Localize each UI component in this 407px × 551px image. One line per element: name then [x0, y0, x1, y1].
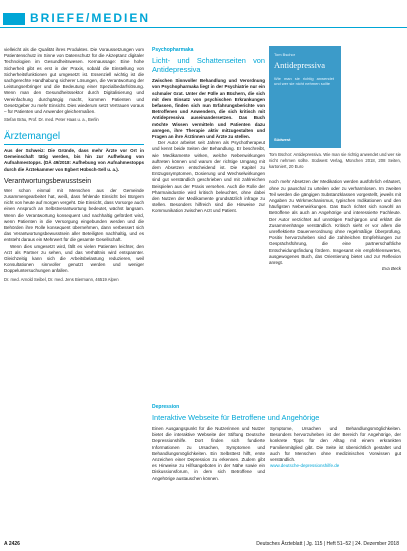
aerztemangel-lead: Aus der Schweiz: Die Gründe, dass mehr Ärzte vor Ort in Gemeinschaft tätig werden, bis hin zur Aufhebung von Aufnahmestopps. (DÄ 49/2018: Aufhebung von Aufnahmestopps durch die Ärztekammer von Egbert Hübsch-Sell u. a.).: [4, 148, 144, 172]
cover-title: Antidepressiva: [274, 60, 325, 70]
article-author: Eva Beck: [381, 266, 401, 272]
article-intro: Zwischen Sinnvoller Behandlung und Verordnung von Psychopharmaka liegt in der Psychiatrie nur ein schmaler Grat. Unter der Fülle an Büchern, die sich mit dem Einsatz von psychischen Erkrankungen befassen, finden sich nun Erfahrungsberichte von Betroffenen und Anwendern, die sich kritisch mit Antidepressiva auseinandersetzen. Das Buch möchte Wissen vermitteln und Patienten dazu anregen, ihre Therapie aktiv mitzugestalten und Fragen an ihre Ärztinnen und Ärzte zu stellen.: [152, 78, 265, 140]
heading-rule: [4, 144, 144, 145]
middle-column: [152, 47, 265, 215]
section-marker: [3, 13, 25, 25]
article-kicker: Psychopharmaka: [152, 47, 194, 53]
journal-info: Deutsches Ärzteblatt | Jg. 115 | Heft 51–52 | 24. Dezember 2018: [256, 541, 399, 547]
article-body: Der Autor arbeitet seit Jahren als Psychotherapeut und kennt beide Seiten der Behandlung. Er beschreibt, wie Medikamente wirken, welche Nebenwirkungen auftreten können und warum der richtige Umgang mit dem Absetzen entscheidend ist. Die Kapitel zu Entzugssymptomen, Dosierung und Wechselwirkungen sind gut verständlich geschrieben und mit zahlreichen Beispielen aus der Praxis versehen. Auch die Rolle der Pharmaindustrie wird kritisch beleuchtet, ohne dabei den Nutzen der Medikamente grundsätzlich infrage zu stellen. Besonders hilfreich sind die Hinweise zur Kommunikation zwischen Arzt und Patient.: [152, 140, 265, 214]
depression-col-b-wrap: [270, 426, 401, 469]
page-footer: [0, 540, 407, 551]
depression-link[interactable]: www.deutsche-depressionshilfe.de: [270, 463, 340, 469]
verantwortung-text: Wer schon einmal mit Menschen aus der Gemeinde zusammengearbeitet hat, weiß, dass fehlende Einsicht bei Bürgern nicht von heute auf morgen vergeht. Die Einsicht, dass Vorsorge auch einen Anspruch an Selbstverantwortung bedeutet, wächst langsam. Wenn die Verantwortung konsequent und nachhaltig gefördert wird, wenn Patienten in die Versorgung eingebunden werden und die Behörden ihre Rolle konsequent übernehmen, dann verbessert sich das Verantwortungsbewusstsein aller Beteiligten nachhaltig, und es entsteht daraus ein Mehrwert für die gesamte Gesellschaft.: [4, 187, 144, 243]
cover-subtitle: Wie man sie richtig anwendet und wer sie nicht nehmen sollte: [274, 76, 334, 86]
article-continued: noch mehr Absetzen der Medikation werden ausführlich erläutert, ohne zu pauschal zu urteilen oder zu verharmlosen. Im zweiten Teil werden die gängigen Substanzklassen vorgestellt, jeweils mit Angaben zu Wirkmechanismus, typischen Indikationen und den häufigsten Nebenwirkungen. Das Buch richtet sich sowohl an Betroffene als auch an Angehörige und interessierte Fachleute. Der Autor verzichtet auf unnötigen Fachjargon und erklärt die Zusammenhänge verständlich. Kritisch sieht er vor allem die unreflektierte Dauerverordnung ohne regelmäßige Überprüfung. Positiv hervorzuheben sind die zahlreichen Empfehlungen zur Gesprächsführung, die eine partnerschaftliche Entscheidungsfindung fördern. Insgesamt ein empfehlenswertes, ausgewogenes Buch, das Orientierung bietet und zur Reflexion anregt.: [269, 179, 401, 266]
heading-aerztemangel: Ärztemangel: [4, 131, 61, 143]
section-title: BRIEFE/MEDIEN: [30, 11, 151, 25]
depression-columns: [152, 426, 401, 551]
intro-paragraph: vielleicht als die Qualität ihres Produktes. Die Voraussetzungen vom Patientenschutz im Sinne von Datenschutz für die Akzeptanz digitaler Technologien im Gesundheitswesen. Kernaussage: Eine hohe Sicherheit gibt es erst in der Praxis, sobald die Einstellung von Sicherheitsfunktionen gut umgesetzt ist. Essenziell wichtig ist die sachgerechte Handhabung sicherer Lösungen, die Verantwortung der Leistungserbringer und die Bedeutung einer Spezialbedarfslösung. Wenn man den Gesundheitssektor durch Digitalisierung und Vereinfachung durchgängig macht, kommen Patienten und Gesetzgeber zu mehr Einsicht. Dies wiederum setzt Vertrauen voraus – für Patienten und Anwender gleichermaßen.: [4, 47, 144, 115]
depression-title: Interaktive Webseite für Betroffene und Angehörige: [152, 413, 320, 422]
header-rule: [0, 27, 407, 28]
heading-verantwortung: Verantwortungsbewusstsein: [4, 177, 92, 185]
page-header: [0, 0, 407, 34]
cover-author: Tom Bschor: [274, 52, 296, 57]
depression-col-b: Symptome, Ursachen und Behandlungsmöglichkeiten. Besonders hervorzuheben ist der Bereich für Angehörige, der konkrete Tipps für den Alltag mit einem erkrankten Familienmitglied gibt. Die Seite ist übersichtlich gestaltet und auch für Menschen ohne medizinisches Vorwissen gut verständlich.: [270, 426, 401, 463]
article-title: Licht- und Schattenseiten von Antidepressiva: [152, 56, 265, 75]
depression-col-a: Einen Ausgangspunkt für die Nutzerinnen und Nutzer bietet die interaktive Webseite der Stiftung Deutsche Depressionshilfe. Dort finden sich fundierte Informationen zu Ursachen, Symptomen und Behandlungsmöglichkeiten. Ein Selbsttest hilft, erste Anzeichen einer Depression zu erkennen. Zudem gibt es Hinweise zu Hilfsangeboten in der Nähe sowie ein Diskussionsforum, in dem sich Betroffene und Angehörige austauschen können.: [152, 426, 265, 481]
cover-publisher: Südwest: [274, 136, 291, 142]
page-number: A 2426: [4, 541, 20, 547]
verantwortung-text-2: Wenn dies umgesetzt wird, fällt es vielen Patienten leichter, den Arzt als Partner zu sehen, und das Verhältnis wird entspannter. Gleichzeitig kann sich die Arbeitsbelastung reduzieren, weil Konsultationen sinnvoller genutzt werden und weniger Doppeluntersuchungen anfallen.: [4, 243, 144, 274]
intro-caption: Stefan Bräu, Prof. Dr. med. Peter Haas u. a., Berlin: [4, 117, 99, 123]
left-column: [4, 47, 144, 282]
book-cover-image: [269, 46, 341, 148]
right-column: [269, 46, 401, 272]
book-caption: Tom Bschor: Antidepressiva. Wie man sie richtig anwendet und wer sie nicht nehmen sollte. Südwest Verlag, München 2018, 208 Seiten, kartoniert, 20 Euro: [269, 152, 401, 169]
depression-article: [152, 404, 401, 551]
depression-kicker: Depression: [152, 404, 180, 410]
verantwortung-caption: Dr. med. Arnold Seibel, Dr. med. Jens Biermann, 46519 Alpen: [4, 276, 119, 282]
